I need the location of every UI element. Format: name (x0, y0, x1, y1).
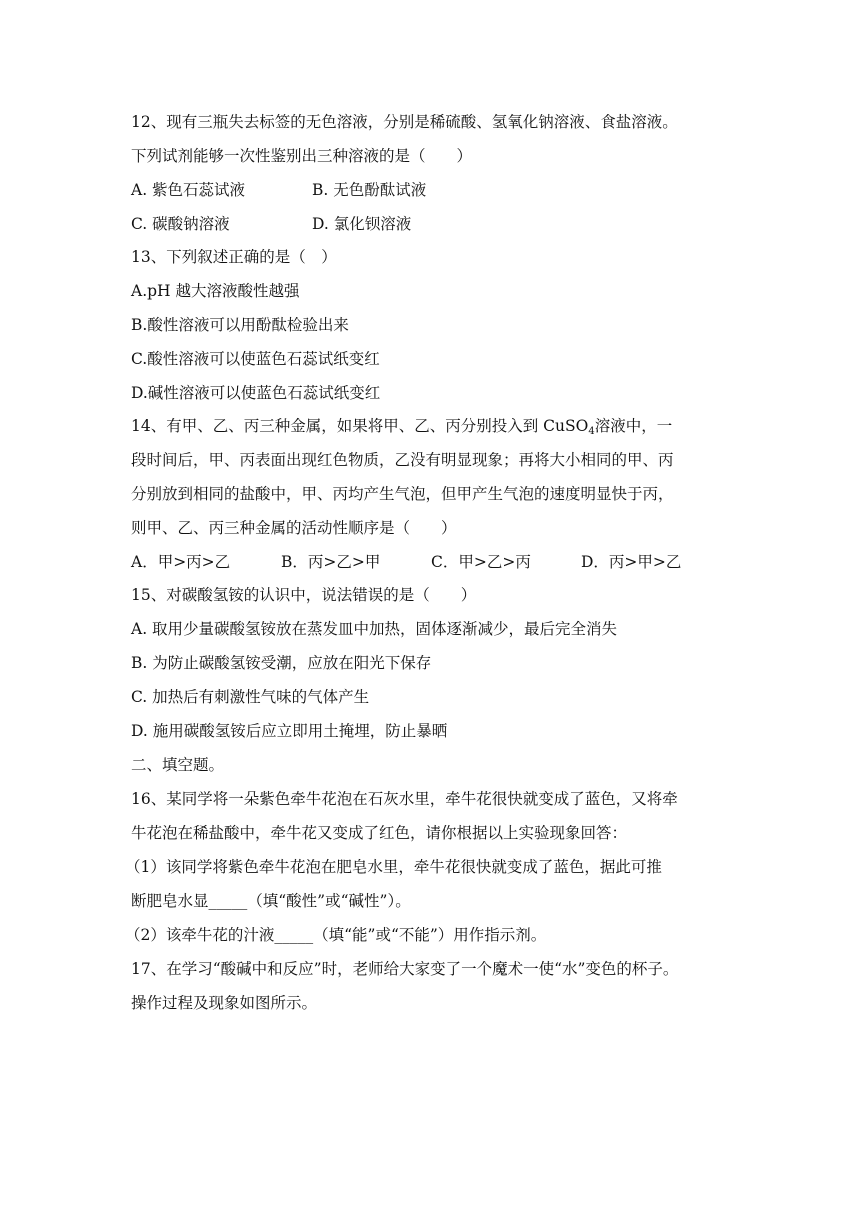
q16-stem-line2: 牛花泡在稀盐酸中，牵牛花又变成了红色，请你根据以上实验现象回答： (131, 824, 628, 842)
q14-stem-line3: 分别放到相同的盐酸中，甲、丙均产生气泡，但甲产生气泡的速度明显快于丙， (131, 485, 674, 503)
q14-option-d: D．丙>甲>乙 (581, 553, 682, 571)
section-heading-fill-in: 二、填空题。 (131, 756, 225, 774)
q12-option-d: D. 氯化钡溶液 (312, 215, 412, 233)
q14-option-b: B．丙>乙>甲 (281, 553, 381, 571)
q14-stem-line1 (131, 416, 672, 436)
q15-stem: 15、对碳酸氢铵的认识中，说法错误的是（ ） (131, 586, 477, 604)
q14-stem-line4: 则甲、乙、丙三种金属的活动性顺序是（ ） (131, 519, 457, 537)
q15-option-b: B. 为防止碳酸氢铵受潮，应放在阳光下保存 (131, 654, 432, 672)
q14-stem-line1-subscript: 4 (588, 426, 595, 437)
q12-option-c: C. 碳酸钠溶液 (131, 215, 230, 233)
q13-stem: 13、下列叙述正确的是（ ） (131, 248, 337, 266)
q12-stem-line2: 下列试剂能够一次性鉴别出三种溶液的是（ ） (131, 147, 473, 165)
q12-stem-line1: 12、现有三瓶失去标签的无色溶液，分别是稀硫酸、氢氧化钠溶液、食盐溶液。 (131, 113, 678, 131)
q13-option-a: A.pH 越大溶液酸性越强 (131, 282, 300, 300)
q16-part1-line2: 断肥皂水显_____（填“酸性”或“碱性”）。 (131, 892, 411, 910)
q16-part1-line1: （1）该同学将紫色牵牛花泡在肥皂水里，牵牛花很快就变成了蓝色，据此可推 (125, 858, 662, 876)
q17-stem-line1: 17、在学习“酸碱中和反应”时，老师给大家变了一个魔术一使“水”变色的杯子。 (131, 960, 679, 978)
q13-option-d: D.碱性溶液可以使蓝色石蕊试纸变红 (131, 384, 381, 402)
q17-stem-line2: 操作过程及现象如图所示。 (131, 994, 318, 1012)
q13-option-b: B.酸性溶液可以用酚酞检验出来 (131, 316, 349, 334)
q12-option-a: A. 紫色石蕊试液 (131, 181, 246, 199)
q14-stem-line2: 段时间后，甲、丙表面出现红色物质，乙没有明显现象；再将大小相同的甲、丙 (131, 451, 674, 469)
q16-stem-line1: 16、某同学将一朵紫色牵牛花泡在石灰水里，牵牛花很快就变成了蓝色，又将牵 (131, 790, 678, 808)
q15-option-c: C. 加热后有刺激性气味的气体产生 (131, 688, 370, 706)
q14-stem-line1-before: 14、有甲、乙、丙三种金属，如果将甲、乙、丙分别投入到 CuSO (131, 417, 589, 435)
q14-stem-line1-after: 溶液中，一 (594, 417, 673, 435)
q12-option-b: B. 无色酚酞试液 (312, 181, 427, 199)
q16-part2: （2）该牵牛花的汁液_____（填“能”或“不能”）用作指示剂。 (125, 926, 547, 944)
q13-option-c: C.酸性溶液可以使蓝色石蕊试纸变红 (131, 350, 380, 368)
q14-option-a: A．甲>丙>乙 (131, 553, 231, 571)
q15-option-d: D. 施用碳酸氢铵后应立即用土掩埋，防止暴晒 (131, 722, 448, 740)
q15-option-a: A. 取用少量碳酸氢铵放在蒸发皿中加热，固体逐渐减少，最后完全消失 (131, 620, 618, 638)
q14-option-c: C．甲>乙>丙 (431, 553, 531, 571)
